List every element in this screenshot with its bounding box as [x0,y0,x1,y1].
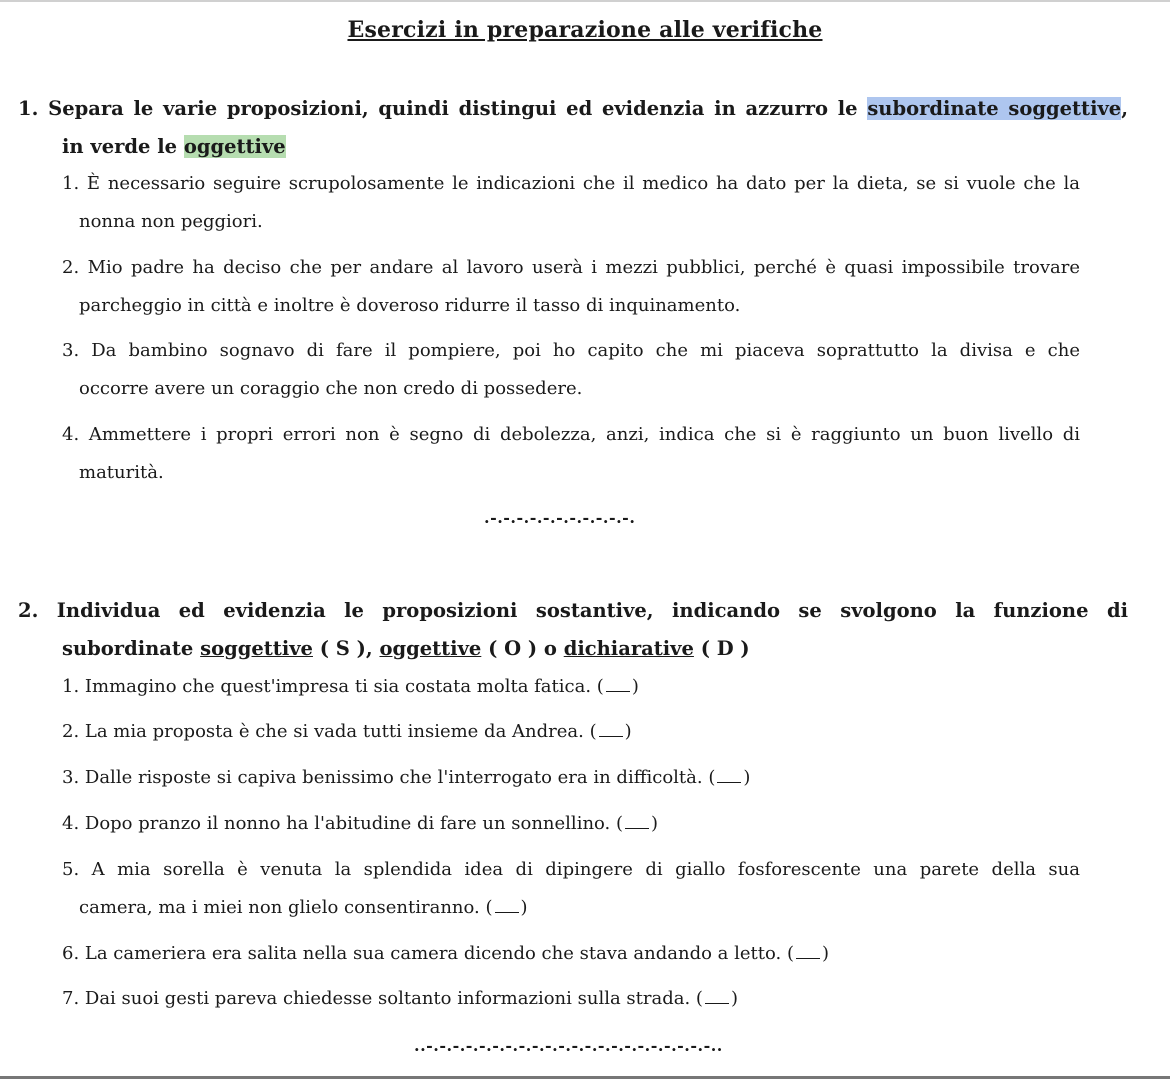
ex1-item-4-line2: maturità. [79,462,164,483]
ex1-item-1-line2: nonna non peggiori. [79,211,263,232]
exercise-1-heading [18,90,1128,128]
highlight-subordinate-soggettive: subordinate soggettive [867,97,1122,120]
exercise-1-heading-text: Separa le varie proposizioni, quindi distingui ed evidenzia in azzurro le [48,97,858,120]
ex1-item-3-line2: occorre avere un coraggio che non credo di possedere. [79,378,583,399]
ex1-item-3-line1: 3. Da bambino sognavo di fare il pompiere, poi ho capito che mi piaceva soprattutto la divisa e che [62,340,1080,361]
ex2-item-4-text: 4. Dopo pranzo il nonno ha l'abitudine di fare un sonnellino. ( [62,813,624,834]
answer-blank-4[interactable] [625,814,649,829]
label-o: ( O ) o [488,637,557,660]
ex2-item-2-text: 2. La mia proposta è che si vada tutti insieme da Andrea. ( [62,721,597,742]
ex2-item-3-text: 3. Dalle risposte si capiva benissimo che l'interrogato era in difficoltà. ( [62,767,716,788]
bottom-rule [0,1076,1170,1079]
ex2-item-1-close: ) [631,676,639,697]
ex1-item-1-line1: 1. È necessario seguire scrupolosamente le indicazioni che il medico ha dato per la dieta, se si vuole che la [62,173,1080,194]
answer-blank-7[interactable] [705,989,729,1004]
exercise-1-heading-green-text: in verde le [62,135,178,158]
exercise-2-heading [18,592,1128,630]
ex2-item-6 [62,935,829,973]
label-d: ( D ) [700,637,750,660]
exercise-1-number: 1. [18,97,39,120]
ex1-item-4-line1: 4. Ammettere i propri errori non è segno di debolezza, anzi, indica che si è raggiunto un buon livello di [62,424,1080,445]
heading-comma: , [1121,97,1129,120]
ex2-item-2-close: ) [624,721,632,742]
answer-blank-5[interactable] [495,898,519,913]
ex2-item-5-line2 [79,889,528,927]
ex2-item-5-text: camera, ma i miei non glielo consentiranno. ( [79,897,493,918]
exercise-2-number: 2. [18,599,39,622]
ex2-item-3 [62,759,750,797]
ex2-item-1 [62,668,639,706]
ex2-item-5-close: ) [520,897,528,918]
highlight-oggettive: oggettive [183,135,286,158]
ex2-item-6-text: 6. La cameriera era salita nella sua camera dicendo che stava andando a letto. ( [62,943,794,964]
ex2-item-4 [62,805,658,843]
exercise-2-heading-text: Individua ed evidenzia le proposizioni sostantive, indicando se svolgono la funzione di [56,599,1128,622]
answer-blank-2[interactable] [599,722,623,737]
ex2-item-2 [62,713,632,751]
ex1-item-2-line1: 2. Mio padre ha deciso che per andare al lavoro userà i mezzi pubblici, perché è quasi impossibile trovare [62,257,1080,278]
term-dichiarative: dichiarative [563,637,694,660]
ex2-item-1-text: 1. Immagino che quest'impresa ti sia costata molta fatica. ( [62,676,604,697]
answer-blank-6[interactable] [796,944,820,959]
ex2-item-7 [62,980,738,1018]
label-s: ( S ), [319,637,373,660]
ex2-item-7-text: 7. Dai suoi gesti pareva chiedesse soltanto informazioni sulla strada. ( [62,988,703,1009]
term-oggettive: oggettive [379,637,482,660]
ex1-item-2-line2: parcheggio in città e inoltre è doveroso ridurre il tasso di inquinamento. [79,295,741,316]
separator-1: .-.-.-.-.-.-.-.-.-.-.-. [484,508,636,527]
ex2-item-6-close: ) [822,943,830,964]
page-title: Esercizi in preparazione alle verifiche [347,17,823,43]
exercise-1-heading-line2 [62,128,286,166]
exercise-2-subordinate: subordinate [62,637,194,660]
answer-blank-3[interactable] [717,768,741,783]
ex2-item-7-close: ) [730,988,738,1009]
ex2-item-4-close: ) [651,813,659,834]
ex2-item-3-close: ) [743,767,751,788]
answer-blank-1[interactable] [606,677,630,692]
exercise-2-heading-line2 [62,630,750,668]
ex2-item-5-line1: 5. A mia sorella è venuta la splendida idea di dipingere di giallo fosforescente una parete della sua [62,859,1080,880]
separator-2: ..-.-.-.-.-.-.-.-.-.-.-.-.-.-.-.-.-.-.-.-.-.-.. [414,1036,723,1055]
term-soggettive: soggettive [200,637,313,660]
